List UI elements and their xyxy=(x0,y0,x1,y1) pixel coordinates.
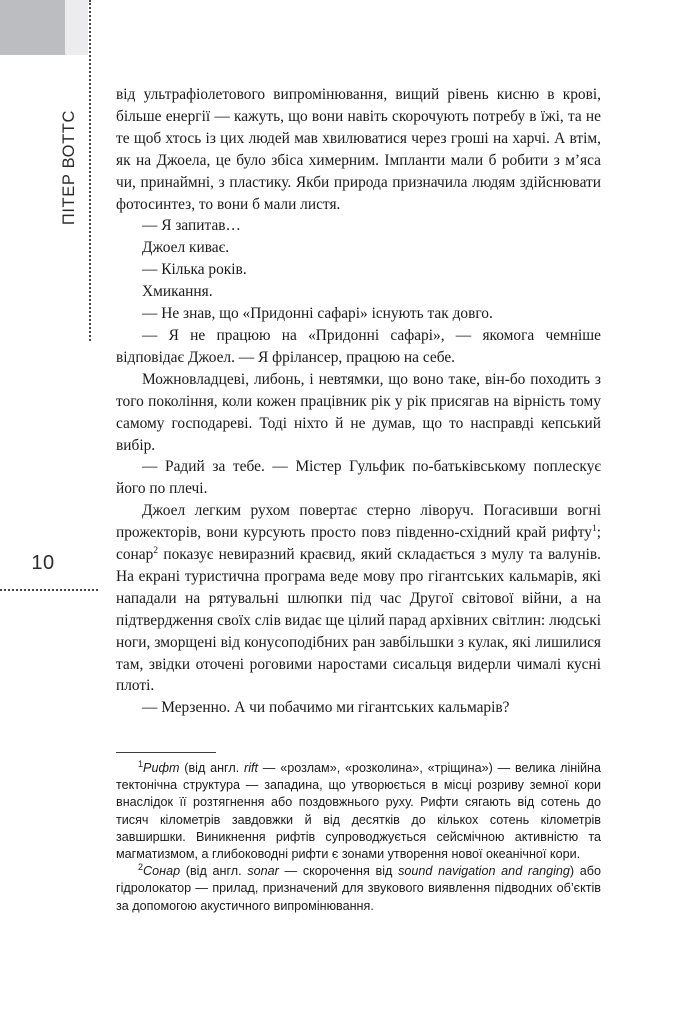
italic-term: Рифт xyxy=(143,761,180,775)
body-paragraph: Джоел легким рухом повертає стерно ліворуч. Погасивши вогні прожекторів, вони курсують просто повз південно-східний край рифту$^1$; сонар$^2$ показує невиразний краєвид, який складається з мулу та валунів. На екрані туристична програма веде мову про гігантських кальмарів, які нападали на рятувальні шлюпки під час Другої світової війни, а на підтвердження своїх слів видає ще цілий парад архівних світлин: людські ноги, зморщені від конусоподібних ран завбільшки з кулак, які лишилися там, звідки оточені роговими наростами сисальця видерли чималі кусні плоті. xyxy=(116,502,601,695)
body-paragraph: — Не знав, що «Придонні сафарі» існують так довго. xyxy=(142,305,493,323)
footnote-marker: 1 xyxy=(138,758,144,769)
body-text-column xyxy=(116,84,601,719)
footnote-entry: $^2$Сонар (від англ. sonar — скорочення від sound navigation and ranging) або гідролокатор — прилад, призначений для звукового виявлення підводних об’єктів за допомогою акустичного випромінювання. xyxy=(116,862,602,913)
footnote-list xyxy=(116,760,601,915)
body-paragraph: Джоел киває. xyxy=(142,239,230,257)
italic-term: sound navigation and ranging xyxy=(398,864,570,879)
footnote-zone xyxy=(116,752,601,915)
footnote-marker: 2 xyxy=(153,544,159,556)
footnote-marker: 2 xyxy=(138,862,144,873)
running-head-author: ПІТЕР ВОТТС xyxy=(60,110,78,226)
body-paragraph: — Я не працюю на «Придонні сафарі», — якомога чемніше відповідає Джоел. — Я фрілансер, працюю на себе. xyxy=(116,326,601,366)
body-paragraph: — Кілька років. xyxy=(142,261,247,279)
horizontal-dotted-rule xyxy=(0,589,98,591)
italic-term: rift xyxy=(244,761,259,775)
italic-term: Сонар xyxy=(143,864,181,879)
corner-gray-block xyxy=(0,0,65,55)
body-paragraph: — Мерзенно. А чи побачимо ми гігантських кальмарів? xyxy=(142,699,510,717)
footnote-entry: $^1$Рифт (від англ. rift — «розлам», «розколина», «тріщина») — велика лінійна тектонічна структура — западина, що утворюється в місці розриву земної кори внаслідок її розтягнення або поздовжнього руху. Рифти сягають від сотень до тисяч кілометрів завдовжки й від десятків до кількох сотень кілометрів завширшки. Виникнення рифтів супроводжується сейсмічною активністю та магматизмом, а глибоководні рифти є зонами утворення нової океанічної кори. xyxy=(116,758,601,862)
vertical-dotted-rule xyxy=(89,0,91,341)
body-paragraph: — Я запитав… xyxy=(142,217,241,235)
footnote-marker: 1 xyxy=(591,523,597,534)
corner-light-gray-block xyxy=(65,0,88,55)
body-paragraph: від ультрафіолетового випромінювання, вищий рівень кисню в крові, більше енергії — кажуть, що вони навіть скорочують потребу в їжі, та не те щоб хтось із цих людей мав хвилюватися через гроші на харчі. А втім, як на Джоела, це було збіса химерним. Імпланти мали б робити з м’яса чи, принаймні, з пластику. Якби природа призначила людям здійснювати фотосинтез, то вони б мали листя. xyxy=(116,86,601,213)
body-paragraph: — Радий за тебе. — Містер Гульфик по-батьківському поплескує його по плечі. xyxy=(116,458,601,498)
footnote-separator-rule xyxy=(116,752,216,753)
page-number: 10 xyxy=(31,552,55,574)
running-head xyxy=(0,110,88,240)
body-paragraph: Можновладцеві, либонь, і невтямки, що воно таке, він-бо походить з того покоління, коли кожен працівник рік у рік присягав на вірність тому самому господареві. Тоді ніхто й не думав, що то насправді кепський вибір. xyxy=(116,370,601,454)
body-paragraph: Хмикання. xyxy=(142,283,213,301)
italic-term: sonar xyxy=(247,864,279,879)
